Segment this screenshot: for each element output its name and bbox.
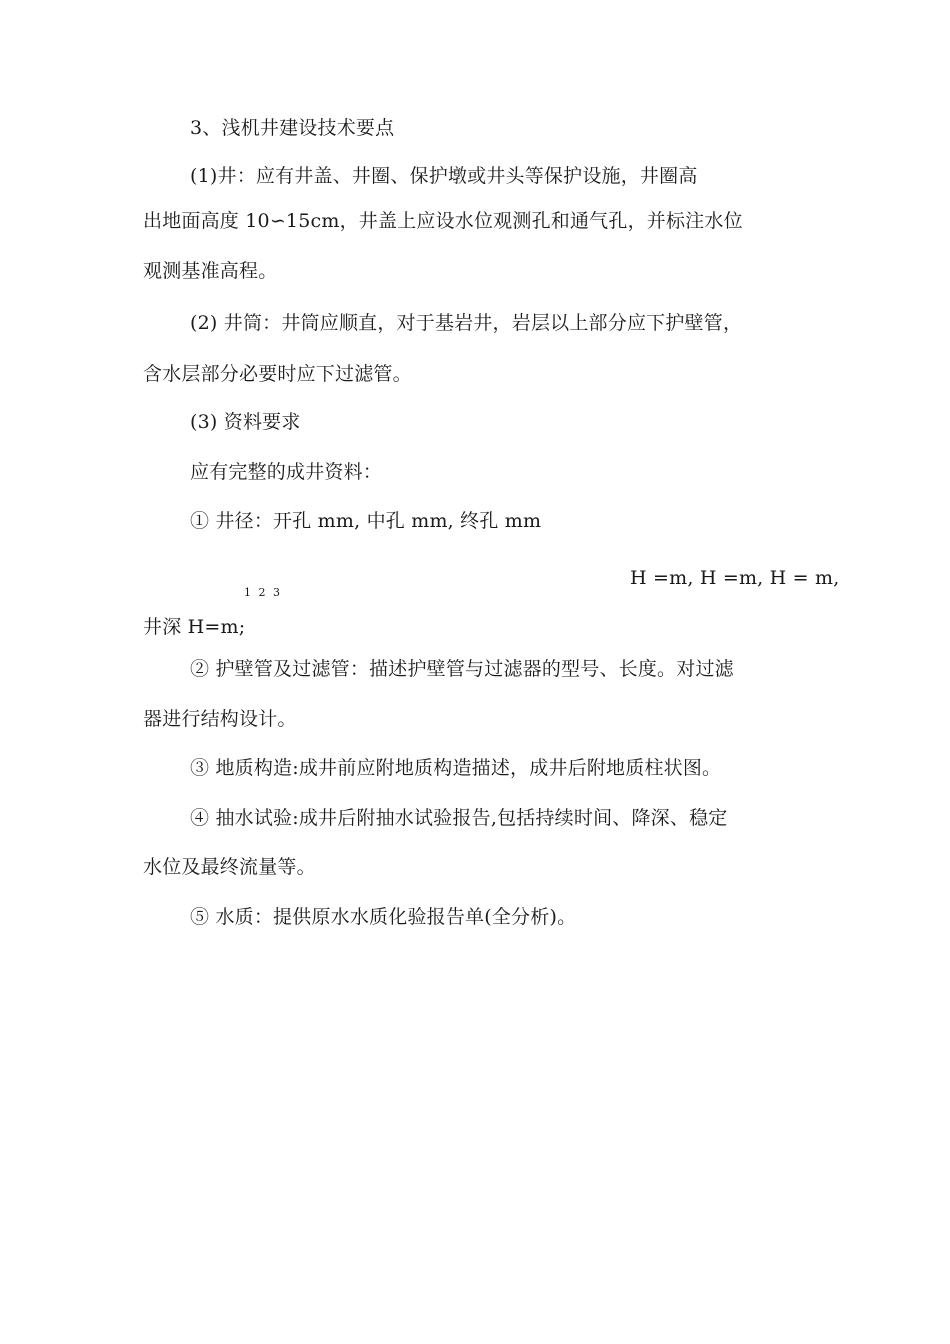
item1-line2: 出地面高度 10∽15cm，井盖上应设水位观测孔和通气孔，并标注水位 [143,210,743,232]
item3-heading: (3) 资料要求 [190,411,301,433]
point4-line2: 水位及最终流量等。 [143,856,316,878]
section-heading: 3、浅机井建设技术要点 [190,117,395,139]
point3: ③ 地质构造:成井前应附地质构造描述，成井后附地质柱状图。 [190,757,722,779]
item3-intro: 应有完整的成井资料： [190,461,383,483]
point1-line1: ① 井径：开孔 mm, 中孔 mm, 终孔 mm [190,510,542,532]
item2-line2: 含水层部分必要时应下过滤管。 [143,363,412,385]
item1-line3: 观测基准高程。 [143,260,278,282]
point2-line1: ② 护壁管及过滤管：描述护壁管与过滤器的型号、长度。对过滤 [190,658,734,680]
point1-heights: H =m, H =m, H = m, [630,567,840,589]
point2-line2: 器进行结构设计。 [143,708,297,730]
point1-line3: 井深 H=m; [143,616,246,638]
item1-line1: (1)井：应有井盖、井圈、保护墩或井头等保护设施，井圈高 [190,165,698,187]
item2-line1: (2) 井筒：井筒应顺直，对于基岩井，岩层以上部分应下护壁管， [190,312,743,334]
point1-subscripts: 1 2 3 [244,586,280,599]
point5: ⑤ 水质：提供原水水质化验报告单(全分析)。 [190,906,577,928]
point4-line1: ④ 抽水试验:成井后附抽水试验报告,包括持续时间、降深、稳定 [190,807,728,829]
